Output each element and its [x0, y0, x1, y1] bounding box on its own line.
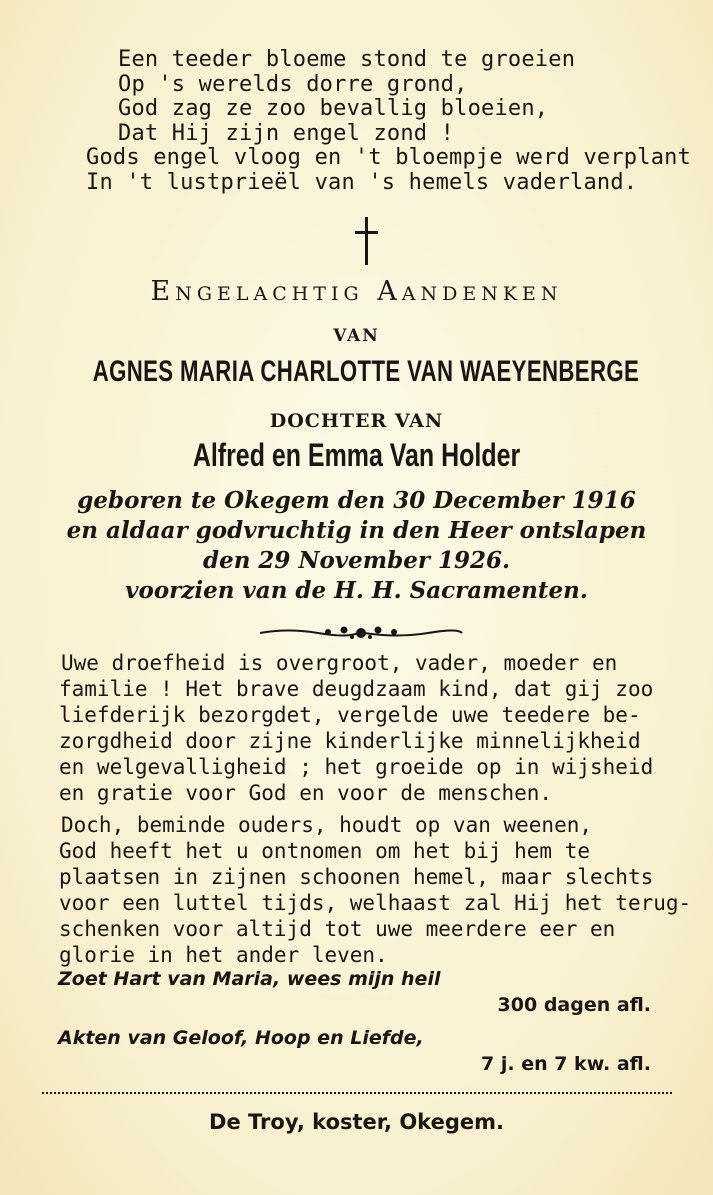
- dates-line: geboren te Okegem den 30 December 1916: [77, 487, 636, 514]
- consolation-text: [59, 650, 692, 968]
- poem: [86, 48, 696, 195]
- poem-line: Dat Hij zijn engel zond !: [118, 120, 455, 146]
- text-line: God heeft het u ontnomen om het bij hem te: [59, 839, 591, 863]
- text-line: familie ! Het brave deugdzaam kind, dat gij zoo: [59, 677, 654, 701]
- van-label: VAN: [333, 326, 380, 346]
- text-line: liefderijk bezorgdet, vergelde uwe teedere be-: [59, 703, 641, 727]
- card-title: Engelachtig Aandenken: [150, 276, 563, 307]
- indulgence-note: 7 j. en 7 kw. afl.: [481, 1053, 651, 1075]
- text-line: schenken voor altijd tot uwe meerdere eer en: [59, 917, 616, 941]
- indulgence-note: 300 dagen afl.: [497, 994, 651, 1016]
- prayer-line: Zoet Hart van Maria, wees mijn heil: [58, 968, 441, 990]
- poem-line: Gods engel vloog en 't bloempje werd verplant: [86, 145, 692, 170]
- text-line: voor een luttel tijds, welhaast zal Hij het terug-: [59, 891, 692, 915]
- paragraph-1: [59, 650, 679, 806]
- text-line: glorie in het ander leven.: [59, 943, 388, 967]
- poem-line: Op 's werelds dorre grond,: [118, 71, 468, 97]
- parents-names: Alfred en Emma Van Holder: [192, 437, 521, 473]
- paragraph-2: [59, 812, 692, 968]
- prayer-line: Akten van Geloof, Hoop en Liefde,: [58, 1027, 424, 1049]
- text-line: en gratie voor God en voor de menschen.: [59, 781, 553, 805]
- ornament-divider-icon: [258, 622, 464, 644]
- divider-rule: [42, 1092, 672, 1094]
- cross-icon: [352, 217, 382, 267]
- deceased-name: AGNES MARIA CHARLOTTE VAN WAEYENBERGE: [92, 355, 640, 388]
- daughter-of-label: DOCHTER VAN: [269, 410, 444, 432]
- dates-line: en aldaar godvruchtig in den Heer ontslapen: [66, 517, 647, 544]
- dates-block: [0, 486, 713, 606]
- text-line: en welgevalligheid ; het groeide op in wijsheid: [59, 755, 654, 779]
- text-line: plaatsen in zijnen schoonen hemel, maar slechts: [59, 865, 654, 889]
- dates-line: voorzien van de H. H. Sacramenten.: [125, 577, 588, 604]
- text-line: Doch, beminde ouders, houdt op van weenen,: [61, 813, 593, 837]
- text-line: Uwe droefheid is overgroot, vader, moeder en: [61, 651, 618, 675]
- poem-line: In 't lustprieël van 's hemels vaderland.: [86, 169, 638, 195]
- printer-credit: De Troy, koster, Okegem.: [209, 1110, 504, 1134]
- poem-line: Een teeder bloeme stond te groeien: [118, 47, 576, 72]
- dates-line: den 29 November 1926.: [202, 547, 511, 574]
- text-line: zorgdheid door zijne kinderlijke minnelijkheid: [59, 729, 641, 753]
- poem-line: God zag ze zoo bevallig bloeien,: [118, 96, 549, 121]
